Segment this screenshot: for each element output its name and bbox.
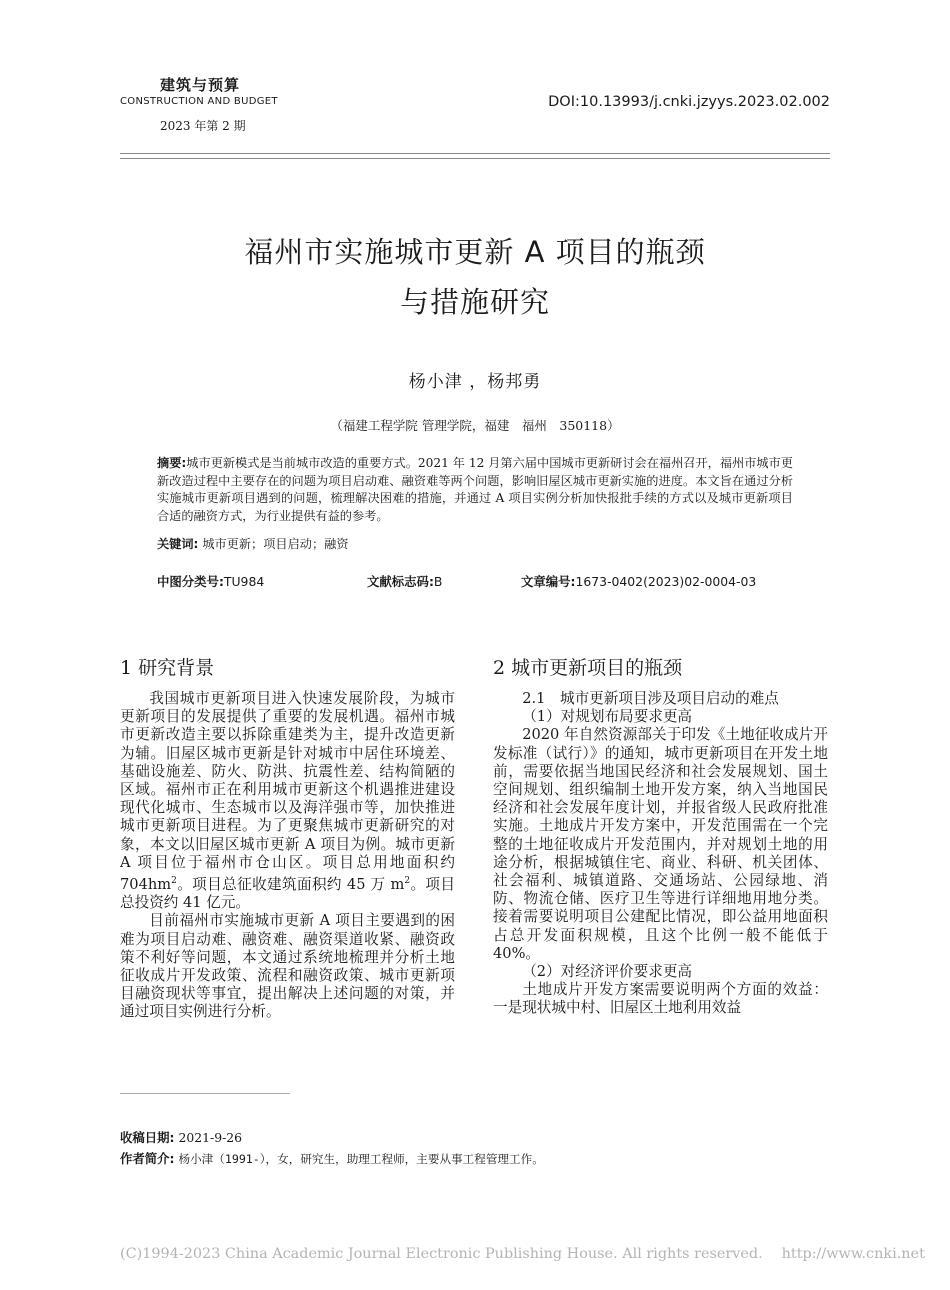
- section-2-paragraph-1: 2020 年自然资源部关于印发《土地征收成片开发标准（试行）》的通知，城市更新项目在开发土地前，需要依据当地国民经济和社会发展规划、国土空间规划、组织编制土地开发方案，纳入当地国民经济和社会发展年度计划，并报省级人民政府批准实施。土地成片开发方案中，开发范围需在一个完整的土地征收成片开发范围内，并对规划土地的用途分析，根据城镇住宅、商业、科研、机关团体、社会福利、城镇道路、交通场站、公园绿地、消防、物流仓储、医疗卫生等进行详细地用地分类。接着需要说明项目公建配比情况，即公益用地面积占总开发面积规模，且这个比例一般不能低于 40%。: [493, 726, 828, 962]
- section-2-heading: 2 城市更新项目的瓶颈: [493, 657, 683, 679]
- section-1-body: [120, 690, 455, 1022]
- section-2-paragraph-2: 土地成片开发方案需要说明两个方面的效益：一是现状城中村、旧屋区土地利用效益: [493, 981, 828, 1017]
- bio-label: 作者简介:: [120, 1151, 175, 1166]
- clc-label: 中图分类号:: [157, 574, 224, 589]
- author-list: 杨小津 ，杨邦勇: [408, 372, 542, 392]
- header-rule-bottom: [120, 158, 830, 159]
- section-1-heading: 1 研究背景: [120, 657, 215, 679]
- doc-value: B: [433, 574, 443, 589]
- title-line-1: 福州市实施城市更新 A 项目的瓶颈: [244, 235, 706, 269]
- section-2-body: [493, 690, 828, 1018]
- right-column: [493, 654, 828, 1018]
- doi-label: DOI:10.13993/j.cnki.jzyys.2023.02.002: [548, 94, 830, 110]
- received-date: [120, 1128, 242, 1146]
- journal-name-cn: 建筑与预算: [160, 76, 241, 94]
- footnote-rule: [120, 1093, 290, 1094]
- abstract-label: 摘要:: [157, 456, 187, 470]
- clc-code: [157, 572, 264, 590]
- keywords-label: 关键词:: [157, 537, 199, 551]
- received-value: 2021-9-26: [178, 1130, 243, 1145]
- bio-text: 杨小津（1991-），女，研究生，助理工程师，主要从事工程管理工作。: [178, 1152, 544, 1166]
- abstract: [157, 455, 793, 525]
- title-line-2: 与措施研究: [399, 285, 550, 319]
- issue-label: 2023 年第 2 期: [160, 119, 246, 133]
- document-code: [367, 572, 442, 590]
- clc-value: TU984: [223, 574, 265, 589]
- s1p1-superscript-2: 2: [404, 876, 411, 887]
- article-number-label: 文章编号:: [521, 574, 576, 589]
- author-bio: [120, 1149, 544, 1167]
- copyright-notice: (C)1994-2023 China Academic Journal Electronic Publishing House. All rights reserved. http://www.cnki.net: [120, 1246, 925, 1262]
- item-1-heading: （1）对规划布局要求更高: [522, 708, 693, 726]
- header-rule-top: [120, 153, 830, 154]
- s1p1-text: 我国城市更新项目进入快速发展阶段，为城市更新项目的发展提供了重要的发展机遇。福州市城市更新改造主要以拆除重建类为主，提升改造更新为辅。旧屋区城市更新是针对城市中居住环境差、基础设施差、防火、防洪、抗震性差、结构简陋的区域。福州市正在利用城市更新这个机遇推进建设现代化城市、生态城市以及海洋强市等，加快推进城市更新项目进程。为了更聚焦城市更新研究的对象，本文以旧屋区城市更新 A 项目为例。城市更新 A 项目位于福州市仓山区。项目总用地面积约 704hm: [120, 690, 455, 893]
- subsection-2-1-heading: 2.1 城市更新项目涉及项目启动的难点: [522, 690, 779, 707]
- s1p1-text-end: 。项目总投资约 41 亿元。: [120, 875, 455, 912]
- doc-label: 文献标志码:: [367, 574, 434, 589]
- article-title: [120, 227, 830, 327]
- section-1-paragraph-2: 目前福州市实施城市更新 A 项目主要遇到的困难为项目启动难、融资难、融资渠道收紧、融资政策不利好等问题，本文通过系统地梳理并分析土地征收成片开发政策、流程和融资政策、城市更新项目融资现状等事宜，提出解决上述问题的对策，并通过项目实例进行分析。: [120, 912, 455, 1021]
- s1p1-text-mid: 。项目总征收建筑面积约 45 万 m: [176, 875, 405, 893]
- author-affiliation: （福建工程学院 管理学院，福建 福州 350118）: [330, 418, 620, 433]
- keywords: [157, 536, 793, 554]
- section-1-paragraph-1: [120, 690, 455, 912]
- received-label: 收稿日期:: [120, 1130, 175, 1145]
- left-column: [120, 654, 455, 1022]
- article-number: [521, 572, 756, 590]
- article-number-value: 1673-0402(2023)02-0004-03: [575, 574, 757, 589]
- item-2-heading: （2）对经济评价要求更高: [522, 963, 693, 981]
- abstract-text: 城市更新模式是当前城市改造的重要方式。2021 年 12 月第六届中国城市更新研讨会在福州召开，福州市城市更新改造过程中主要存在的问题为项目启动难、融资难等两个问题，影响旧屋区城市更新实施的进度。本文旨在通过分析实施城市更新项目遇到的问题，梳理解决困难的措施，并通过 A 项目实例分析加快报批手续的方式以及城市更新项目合适的融资方式，为行业提供有益的参考。: [157, 456, 793, 523]
- s1p1-superscript: 2: [171, 876, 177, 887]
- journal-name-en: CONSTRUCTION AND BUDGET: [120, 96, 278, 107]
- keywords-text: 城市更新；项目启动；融资: [202, 537, 349, 551]
